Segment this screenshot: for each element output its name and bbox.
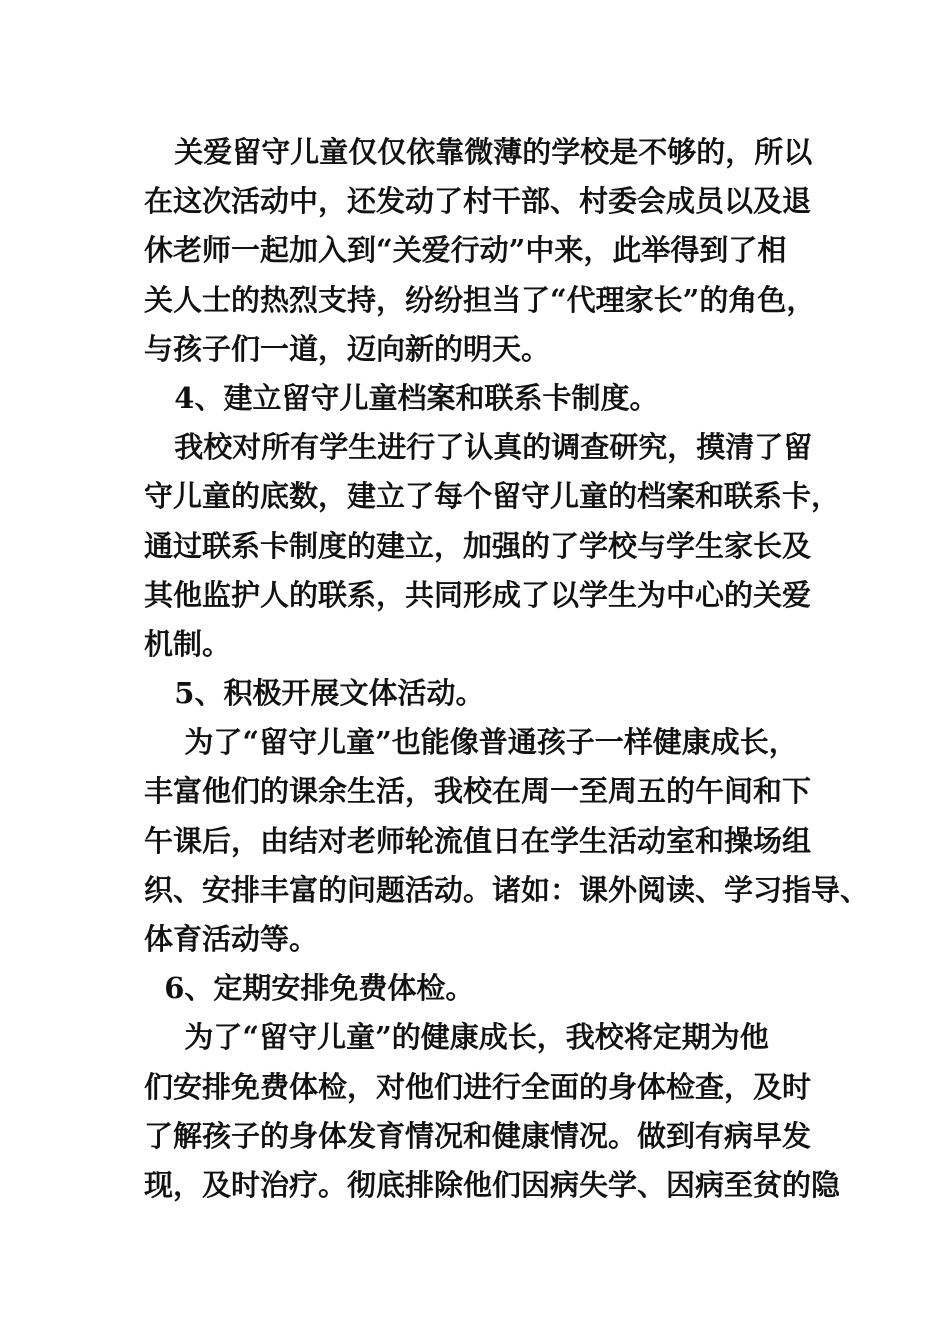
text-line: 守儿童的底数，建立了每个留守儿童的档案和联系卡，: [144, 479, 841, 514]
text-line: 关爱留守儿童仅仅依靠微薄的学校是不够的，所以: [144, 135, 813, 169]
text-line: 我校对所有学生进行了认真的调查研究，摸清了留: [144, 430, 813, 465]
text-line: 们安排免费体检，对他们进行全面的身体检查，及时: [144, 1069, 812, 1104]
text-line: 织、安排丰富的问题活动。诸如：课外阅读、学习指导、: [144, 872, 870, 907]
text-line: 机制。: [144, 626, 232, 661]
section-heading-5: 5、积极开展文体活动。: [144, 676, 485, 711]
text-line: 在这次活动中，还发动了村干部、村委会成员以及退: [144, 184, 812, 219]
text-line: 午课后，由结对老师轮流值日在学生活动室和操场组: [144, 823, 812, 858]
text-line: 为了“留守儿童”的健康成长，我校将定期为他: [144, 1020, 769, 1055]
text-line: 休老师一起加入到“关爱行动”中来，此举得到了相: [144, 233, 787, 268]
text-line: 为了“留守儿童”也能像普通孩子一样健康成长，: [144, 725, 798, 760]
text-line: 通过联系卡制度的建立，加强的了学校与学生家长及: [144, 528, 812, 563]
text-line: 关人士的热烈支持，纷纷担当了“代理家长”的角色，: [144, 282, 816, 317]
text-line: 体育活动等。: [144, 922, 319, 956]
section-heading-6: 6、定期安排免费体检。: [144, 971, 475, 1006]
text-line: 其他监护人的联系，共同形成了以学生为中心的关爱: [144, 577, 812, 612]
section-heading-4: 4、建立留守儿童档案和联系卡制度。: [144, 380, 659, 415]
body-text: [144, 128, 870, 1210]
text-line: 与孩子们一道，迈向新的明天。: [144, 331, 551, 366]
text-line: 丰富他们的课余生活，我校在周一至周五的午间和下: [144, 774, 812, 809]
text-line: 了解孩子的身体发育情况和健康情况。做到有病早发: [144, 1118, 812, 1153]
text-line: 现，及时治疗。彻底排除他们因病失学、因病至贫的隐: [144, 1167, 841, 1202]
